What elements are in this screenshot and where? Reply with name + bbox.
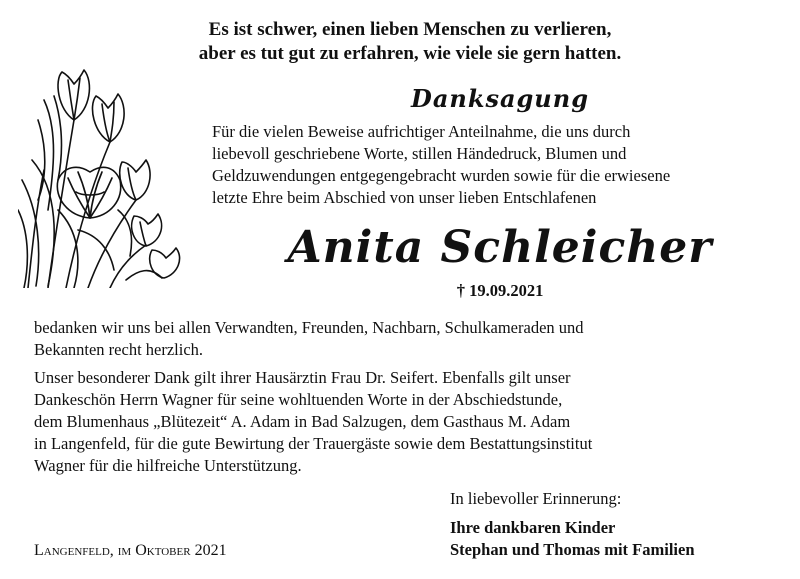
signature-line-1: Ihre dankbaren Kinder [450, 518, 616, 537]
signature [450, 517, 695, 561]
headline-line-1: Es ist schwer, einen lieben Menschen zu verlieren, [208, 19, 612, 40]
paragraph-line: Dankeschön Herrn Wagner für seine wohltuenden Worte in der Abschiedstunde, [34, 390, 563, 409]
thanks-paragraph-2 [34, 367, 774, 477]
paragraph-line: Bekannten recht herzlich. [34, 340, 204, 359]
death-date: † 19.09.2021 [456, 281, 544, 300]
intro-text [212, 121, 772, 209]
deceased-name: Anita Schleicher [287, 222, 713, 273]
intro-line: Für die vielen Beweise aufrichtiger Anteilnahme, die uns durch [212, 122, 631, 141]
paragraph-line: Unser besonderer Dank gilt ihrer Hausärztin Frau Dr. Seifert. Ebenfalls gilt unser [34, 368, 571, 387]
heading-danksagung: Danksagung [411, 84, 589, 113]
intro-line: liebevoll geschriebene Worte, stillen Händedruck, Blumen und [212, 144, 627, 163]
place-date: Langenfeld, im Oktober 2021 [34, 542, 227, 559]
paragraph-line: in Langenfeld, für die gute Bewirtung der Trauergäste sowie dem Bestattungsinstitut [34, 434, 593, 453]
tulip-bouquet-icon [18, 60, 193, 288]
signature-line-2: Stephan und Thomas mit Familien [450, 540, 695, 559]
intro-line: letzte Ehre beim Abschied von unser lieben Entschlafenen [212, 188, 597, 207]
headline [60, 18, 760, 66]
remembrance-line: In liebevoller Erinnerung: [450, 489, 622, 508]
paragraph-line: Wagner für die hilfreiche Unterstützung. [34, 456, 302, 475]
intro-line: Geldzuwendungen entgegengebracht wurden sowie für die erwiesene [212, 166, 671, 185]
headline-line-2: aber es tut gut zu erfahren, wie viele sie gern hatten. [198, 43, 622, 64]
paragraph-line: dem Blumenhaus „Blütezeit“ A. Adam in Bad Salzugen, dem Gasthaus M. Adam [34, 412, 571, 431]
thanks-paragraph-1 [34, 317, 774, 361]
paragraph-line: bedanken wir uns bei allen Verwandten, Freunden, Nachbarn, Schulkameraden und [34, 318, 584, 337]
